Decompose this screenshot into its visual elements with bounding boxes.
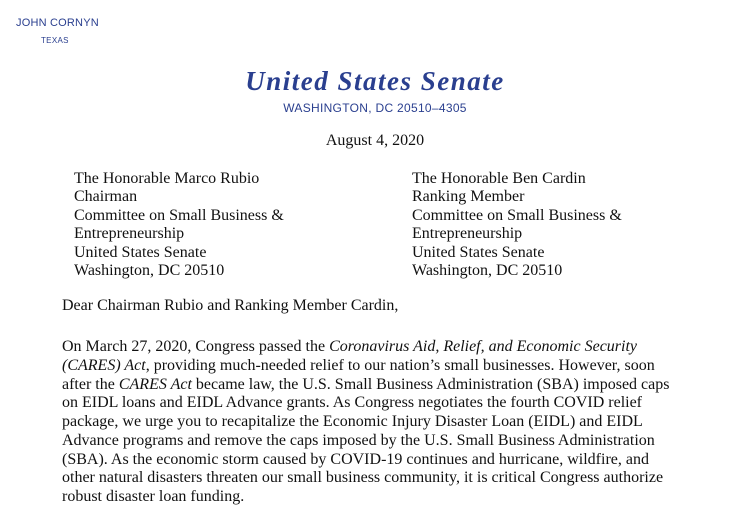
body-text: On March 27, 2020, Congress passed the — [62, 338, 330, 355]
body-line: package, we urge you to recapitalize the Economic Injury Disaster Loan (EIDL) and EIDL — [62, 413, 643, 430]
recipient-city: Washington, DC 20510 — [412, 262, 563, 280]
act-title: Coronavirus Aid, Relief, and Economic Security — [329, 338, 638, 355]
recipient-address-right — [412, 170, 622, 280]
recipient-name: The Honorable Marco Rubio — [74, 170, 260, 187]
body-text: , providing much-needed relief to our nation’s small businesses. However, soon — [145, 356, 655, 374]
recipient-committee: Committee on Small Business & — [74, 206, 284, 224]
recipient-city: Washington, DC 20510 — [74, 262, 225, 280]
body-line: other natural disasters threaten our small business community, it is critical Congress authorize — [62, 469, 664, 487]
recipient-committee-cont: Entrepreneurship — [412, 225, 523, 243]
recipient-committee-cont: Entrepreneurship — [74, 225, 185, 243]
recipient-committee: Committee on Small Business & — [412, 206, 622, 224]
body-line: on EIDL loans and EIDL Advance grants. As Congress negotiates the fourth COVID relief — [62, 394, 643, 412]
recipient-title: Chairman — [74, 188, 138, 206]
recipient-title: Ranking Member — [412, 188, 525, 206]
body-line: (SBA). As the economic storm caused by COVID-19 continues and hurricane, wildfire, and — [62, 450, 649, 468]
recipient-name: The Honorable Ben Cardin — [412, 170, 586, 187]
body-line — [62, 338, 692, 357]
body-text: became law, the U.S. Small Business Administration (SBA) imposed caps — [191, 375, 670, 393]
body-line — [62, 376, 692, 395]
letter-date: August 4, 2020 — [325, 132, 425, 149]
sender-state: TEXAS — [41, 36, 69, 45]
letterhead-address: WASHINGTON, DC 20510–4305 — [283, 101, 467, 115]
salutation: Dear Chairman Rubio and Ranking Member Cardin, — [62, 297, 399, 314]
act-title: CARES Act — [118, 375, 192, 393]
body-line — [62, 357, 692, 376]
sender-name: JOHN CORNYN — [16, 17, 99, 29]
recipient-address-left — [74, 170, 284, 280]
body-line: Advance programs and remove the caps imposed by the U.S. Small Business Administration — [62, 431, 655, 449]
body-paragraph — [62, 338, 692, 507]
body-text: after the — [62, 375, 119, 393]
body-line: robust disaster loan funding. — [62, 488, 245, 505]
recipient-org: United States Senate — [74, 243, 207, 261]
letterhead-title: United States Senate — [245, 66, 505, 96]
recipient-org: United States Senate — [412, 243, 545, 261]
act-title: (CARES) Act — [62, 356, 146, 374]
